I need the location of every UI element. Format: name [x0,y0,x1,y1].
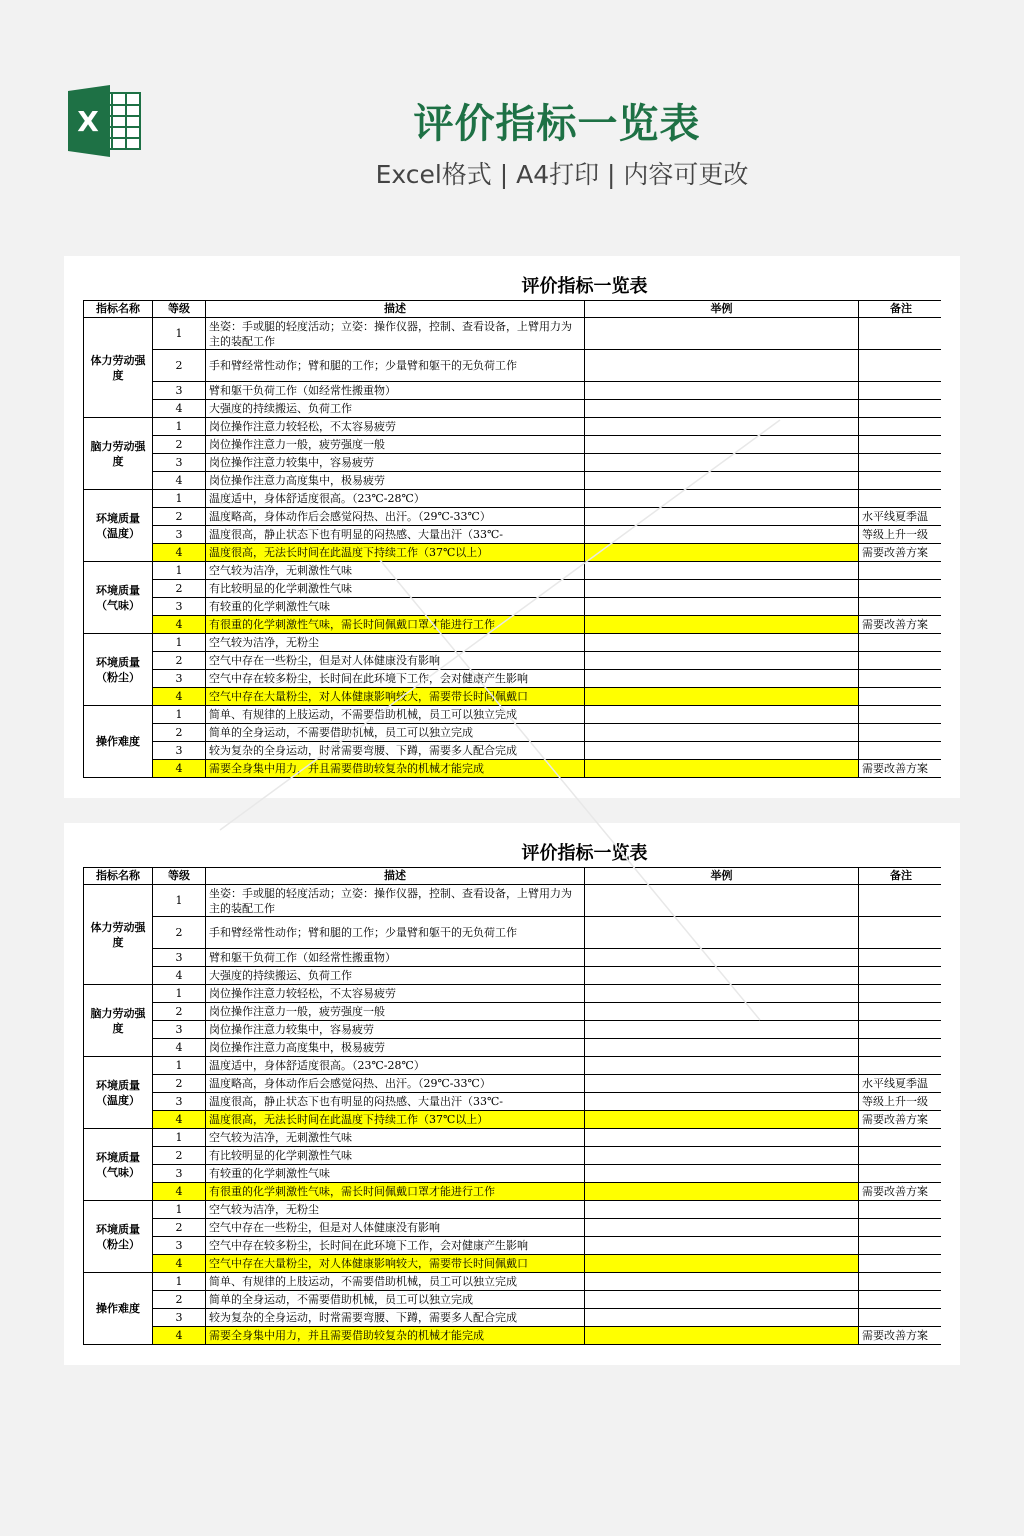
col-header-name: 指标名称 [84,301,153,318]
table-row [84,382,942,400]
example-cell [585,670,859,688]
note-cell [859,1003,942,1021]
table-header-row [84,868,942,885]
note-cell [859,670,942,688]
note-cell [859,634,942,652]
indicator-name-cell: 脑力劳动强度 [84,985,153,1057]
description-cell: 岗位操作注意力较轻松，不太容易疲劳 [206,985,585,1003]
description-cell: 手和臂经常性动作；臂和腿的工作；少量臂和躯干的无负荷工作 [206,917,585,949]
level-cell: 4 [153,967,206,985]
note-cell [859,1291,942,1309]
table-row [84,1021,942,1039]
description-cell: 坐姿：手或腿的轻度活动；立姿：操作仪器，控制、查看设备，上臂用力为主的装配工作 [206,318,585,350]
table-row [84,1039,942,1057]
description-cell: 空气中存在大量粉尘，对人体健康影响较大，需要带长时间佩戴口 [206,688,585,706]
note-cell: 需要改善方案 [859,1327,942,1345]
example-cell [585,967,859,985]
col-header-desc: 描述 [206,868,585,885]
note-cell [859,490,942,508]
note-cell: 水平线夏季温 [859,508,942,526]
table-row [84,760,942,778]
note-cell [859,724,942,742]
level-cell: 3 [153,949,206,967]
level-cell: 4 [153,1111,206,1129]
example-cell [585,580,859,598]
level-cell: 2 [153,1147,206,1165]
description-cell: 空气中存在一些粉尘，但是对人体健康没有影响 [206,1219,585,1237]
description-cell: 岗位操作注意力一般，疲劳强度一般 [206,436,585,454]
note-cell [859,1237,942,1255]
level-cell: 4 [153,400,206,418]
note-cell [859,949,942,967]
description-cell: 需要全身集中用力，并且需要借助较复杂的机械才能完成 [206,1327,585,1345]
indicator-name-cell: 环境质量（温度） [84,1057,153,1129]
description-cell: 手和臂经常性动作；臂和腿的工作；少量臂和躯干的无负荷工作 [206,350,585,382]
example-cell [585,318,859,350]
example-cell [585,472,859,490]
description-cell: 温度适中，身体舒适度很高。（23℃-28℃） [206,1057,585,1075]
example-cell [585,436,859,454]
table-row [84,1201,942,1219]
description-cell: 岗位操作注意力高度集中，极易疲劳 [206,472,585,490]
indicator-name-cell: 操作难度 [84,706,153,778]
level-cell: 1 [153,985,206,1003]
level-cell: 2 [153,436,206,454]
level-cell: 4 [153,1327,206,1345]
level-cell: 3 [153,1309,206,1327]
sheet-preview-1 [64,256,960,798]
note-cell [859,967,942,985]
description-cell: 空气较为洁净，无刺激性气味 [206,1129,585,1147]
description-cell: 有很重的化学刺激性气味，需长时间佩戴口罩才能进行工作 [206,1183,585,1201]
level-cell: 4 [153,616,206,634]
table-row [84,562,942,580]
example-cell [585,985,859,1003]
col-header-note: 备注 [859,301,942,318]
level-cell: 2 [153,508,206,526]
col-header-note: 备注 [859,868,942,885]
description-cell: 有较重的化学刺激性气味 [206,598,585,616]
note-cell [859,1147,942,1165]
note-cell [859,885,942,917]
level-cell: 4 [153,472,206,490]
table-row [84,526,942,544]
description-cell: 有比较明显的化学刺激性气味 [206,580,585,598]
table-row [84,1291,942,1309]
table-row [84,418,942,436]
level-cell: 3 [153,1021,206,1039]
description-cell: 大强度的持续搬运、负荷工作 [206,400,585,418]
example-cell [585,724,859,742]
example-cell [585,382,859,400]
table-row [84,544,942,562]
description-cell: 温度略高，身体动作后会感觉闷热、出汗。（29℃-33℃） [206,1075,585,1093]
level-cell: 4 [153,688,206,706]
example-cell [585,490,859,508]
note-cell [859,598,942,616]
example-cell [585,544,859,562]
example-cell [585,885,859,917]
example-cell [585,1075,859,1093]
level-cell: 1 [153,490,206,508]
col-header-level: 等级 [153,868,206,885]
page-title: 评价指标一览表 [413,101,701,147]
level-cell: 4 [153,1039,206,1057]
example-cell [585,1255,859,1273]
description-cell: 岗位操作注意力较轻松，不太容易疲劳 [206,418,585,436]
table-row [84,1111,942,1129]
table-row [84,1093,942,1111]
table-row [84,454,942,472]
example-cell [585,562,859,580]
description-cell: 简单的全身运动，不需要借助机械，员工可以独立完成 [206,1291,585,1309]
description-cell: 大强度的持续搬运、负荷工作 [206,967,585,985]
example-cell [585,1327,859,1345]
example-cell [585,1147,859,1165]
indicator-name-cell: 环境质量（气味） [84,1129,153,1201]
example-cell [585,400,859,418]
level-cell: 1 [153,706,206,724]
table-row [84,1165,942,1183]
sheet-title: 评价指标一览表 [521,276,648,297]
example-cell [585,1309,859,1327]
note-cell: 需要改善方案 [859,1183,942,1201]
description-cell: 简单、有规律的上肢运动，不需要借助机械，员工可以独立完成 [206,1273,585,1291]
description-cell: 温度很高，无法长时间在此温度下持续工作（37℃以上） [206,1111,585,1129]
table-row [84,1147,942,1165]
table-row [84,885,942,917]
level-cell: 4 [153,544,206,562]
description-cell: 岗位操作注意力较集中，容易疲劳 [206,1021,585,1039]
description-cell: 臂和躯干负荷工作（如经常性搬重物） [206,949,585,967]
table-row [84,706,942,724]
table-row [84,1219,942,1237]
table-row [84,1057,942,1075]
example-cell [585,1165,859,1183]
note-cell: 等级上升一级 [859,1093,942,1111]
table-row [84,634,942,652]
example-cell [585,1219,859,1237]
col-header-name: 指标名称 [84,868,153,885]
note-cell [859,472,942,490]
table-row [84,598,942,616]
level-cell: 3 [153,382,206,400]
description-cell: 较为复杂的全身运动，时常需要弯腰、下蹲，需要多人配合完成 [206,742,585,760]
note-cell [859,1309,942,1327]
svg-text:X: X [77,105,99,138]
table-row [84,1129,942,1147]
description-cell: 岗位操作注意力高度集中，极易疲劳 [206,1039,585,1057]
table-row [84,917,942,949]
indicator-table [83,867,941,1345]
note-cell [859,318,942,350]
example-cell [585,526,859,544]
level-cell: 1 [153,1129,206,1147]
note-cell [859,382,942,400]
description-cell: 简单、有规律的上肢运动，不需要借助机械，员工可以独立完成 [206,706,585,724]
example-cell [585,1273,859,1291]
table-row [84,724,942,742]
indicator-name-cell: 环境质量（粉尘） [84,634,153,706]
level-cell: 1 [153,1273,206,1291]
level-cell: 3 [153,670,206,688]
table-row [84,985,942,1003]
note-cell [859,1255,942,1273]
level-cell: 2 [153,1291,206,1309]
example-cell [585,598,859,616]
level-cell: 2 [153,917,206,949]
description-cell: 温度略高，身体动作后会感觉闷热、出汗。（29℃-33℃） [206,508,585,526]
level-cell: 1 [153,418,206,436]
note-cell: 需要改善方案 [859,760,942,778]
description-cell: 岗位操作注意力一般，疲劳强度一般 [206,1003,585,1021]
level-cell: 3 [153,1093,206,1111]
note-cell [859,742,942,760]
note-cell [859,454,942,472]
example-cell [585,454,859,472]
description-cell: 岗位操作注意力较集中，容易疲劳 [206,454,585,472]
note-cell [859,1165,942,1183]
level-cell: 2 [153,1219,206,1237]
description-cell: 温度很高，无法长时间在此温度下持续工作（37℃以上） [206,544,585,562]
example-cell [585,706,859,724]
level-cell: 1 [153,562,206,580]
example-cell [585,1111,859,1129]
note-cell [859,350,942,382]
level-cell: 1 [153,1057,206,1075]
note-cell [859,1201,942,1219]
note-cell: 需要改善方案 [859,544,942,562]
description-cell: 坐姿：手或腿的轻度活动；立姿：操作仪器，控制、查看设备，上臂用力为主的装配工作 [206,885,585,917]
indicator-name-cell: 体力劳动强度 [84,318,153,418]
table-row [84,1273,942,1291]
col-header-example: 举例 [585,301,859,318]
description-cell: 空气中存在一些粉尘，但是对人体健康没有影响 [206,652,585,670]
description-cell: 臂和躯干负荷工作（如经常性搬重物） [206,382,585,400]
level-cell: 3 [153,598,206,616]
indicator-name-cell: 操作难度 [84,1273,153,1345]
table-row [84,616,942,634]
note-cell [859,917,942,949]
level-cell: 2 [153,1075,206,1093]
note-cell [859,1273,942,1291]
table-row [84,1075,942,1093]
note-cell [859,562,942,580]
level-cell: 2 [153,724,206,742]
note-cell [859,1039,942,1057]
table-row [84,508,942,526]
sheet-title: 评价指标一览表 [521,843,648,864]
page-subtitle: Excel格式 | A4打印 | 内容可更改 [375,160,749,189]
example-cell [585,688,859,706]
example-cell [585,1039,859,1057]
level-cell: 4 [153,1255,206,1273]
indicator-name-cell: 环境质量（温度） [84,490,153,562]
level-cell: 4 [153,1183,206,1201]
level-cell: 2 [153,580,206,598]
example-cell [585,652,859,670]
level-cell: 1 [153,1201,206,1219]
indicator-name-cell: 体力劳动强度 [84,885,153,985]
example-cell [585,350,859,382]
table-row [84,1309,942,1327]
description-cell: 简单的全身运动，不需要借助机械，员工可以独立完成 [206,724,585,742]
description-cell: 空气中存在较多粉尘，长时间在此环境下工作，会对健康产生影响 [206,670,585,688]
level-cell: 3 [153,1165,206,1183]
example-cell [585,616,859,634]
description-cell: 有比较明显的化学刺激性气味 [206,1147,585,1165]
sheet-preview-2 [64,823,960,1365]
table-row [84,436,942,454]
table-row [84,350,942,382]
description-cell: 较为复杂的全身运动，时常需要弯腰、下蹲，需要多人配合完成 [206,1309,585,1327]
level-cell: 1 [153,634,206,652]
level-cell: 3 [153,526,206,544]
example-cell [585,949,859,967]
table-row [84,742,942,760]
table-row [84,490,942,508]
description-cell: 温度很高，静止状态下也有明显的闷热感、大量出汗（33℃- [206,1093,585,1111]
table-row [84,1003,942,1021]
note-cell [859,1219,942,1237]
example-cell [585,1291,859,1309]
note-cell [859,1129,942,1147]
example-cell [585,917,859,949]
description-cell: 需要全身集中用力，并且需要借助较复杂的机械才能完成 [206,760,585,778]
note-cell [859,1057,942,1075]
note-cell [859,652,942,670]
note-cell [859,985,942,1003]
description-cell: 空气较为洁净，无粉尘 [206,634,585,652]
level-cell: 2 [153,652,206,670]
example-cell [585,1021,859,1039]
table-row [84,1183,942,1201]
level-cell: 3 [153,454,206,472]
example-cell [585,1237,859,1255]
table-row [84,1327,942,1345]
level-cell: 4 [153,760,206,778]
note-cell [859,436,942,454]
note-cell: 需要改善方案 [859,1111,942,1129]
table-row [84,688,942,706]
description-cell: 空气较为洁净，无粉尘 [206,1201,585,1219]
table-row [84,652,942,670]
indicator-name-cell: 环境质量（气味） [84,562,153,634]
table-row [84,967,942,985]
example-cell [585,1057,859,1075]
example-cell [585,742,859,760]
example-cell [585,1183,859,1201]
note-cell [859,706,942,724]
example-cell [585,508,859,526]
note-cell: 水平线夏季温 [859,1075,942,1093]
example-cell [585,1201,859,1219]
example-cell [585,634,859,652]
description-cell: 有较重的化学刺激性气味 [206,1165,585,1183]
note-cell: 需要改善方案 [859,616,942,634]
level-cell: 2 [153,1003,206,1021]
description-cell: 有很重的化学刺激性气味，需长时间佩戴口罩才能进行工作 [206,616,585,634]
indicator-name-cell: 环境质量（粉尘） [84,1201,153,1273]
note-cell [859,1021,942,1039]
level-cell: 3 [153,742,206,760]
description-cell: 温度适中，身体舒适度很高。（23℃-28℃） [206,490,585,508]
example-cell [585,1093,859,1111]
example-cell [585,1129,859,1147]
col-header-example: 举例 [585,868,859,885]
table-row [84,580,942,598]
note-cell [859,418,942,436]
example-cell [585,760,859,778]
example-cell [585,1003,859,1021]
note-cell [859,688,942,706]
indicator-table [83,300,941,778]
example-cell [585,418,859,436]
note-cell [859,580,942,598]
table-header-row [84,301,942,318]
description-cell: 温度很高，静止状态下也有明显的闷热感、大量出汗（33℃- [206,526,585,544]
level-cell: 1 [153,885,206,917]
table-row [84,472,942,490]
col-header-level: 等级 [153,301,206,318]
level-cell: 2 [153,350,206,382]
table-row [84,400,942,418]
table-row [84,949,942,967]
table-row [84,670,942,688]
table-row [84,318,942,350]
note-cell: 等级上升一级 [859,526,942,544]
level-cell: 1 [153,318,206,350]
table-row [84,1255,942,1273]
description-cell: 空气较为洁净，无刺激性气味 [206,562,585,580]
description-cell: 空气中存在较多粉尘，长时间在此环境下工作，会对健康产生影响 [206,1237,585,1255]
indicator-name-cell: 脑力劳动强度 [84,418,153,490]
level-cell: 3 [153,1237,206,1255]
col-header-desc: 描述 [206,301,585,318]
description-cell: 空气中存在大量粉尘，对人体健康影响较大，需要带长时间佩戴口 [206,1255,585,1273]
note-cell [859,400,942,418]
table-row [84,1237,942,1255]
